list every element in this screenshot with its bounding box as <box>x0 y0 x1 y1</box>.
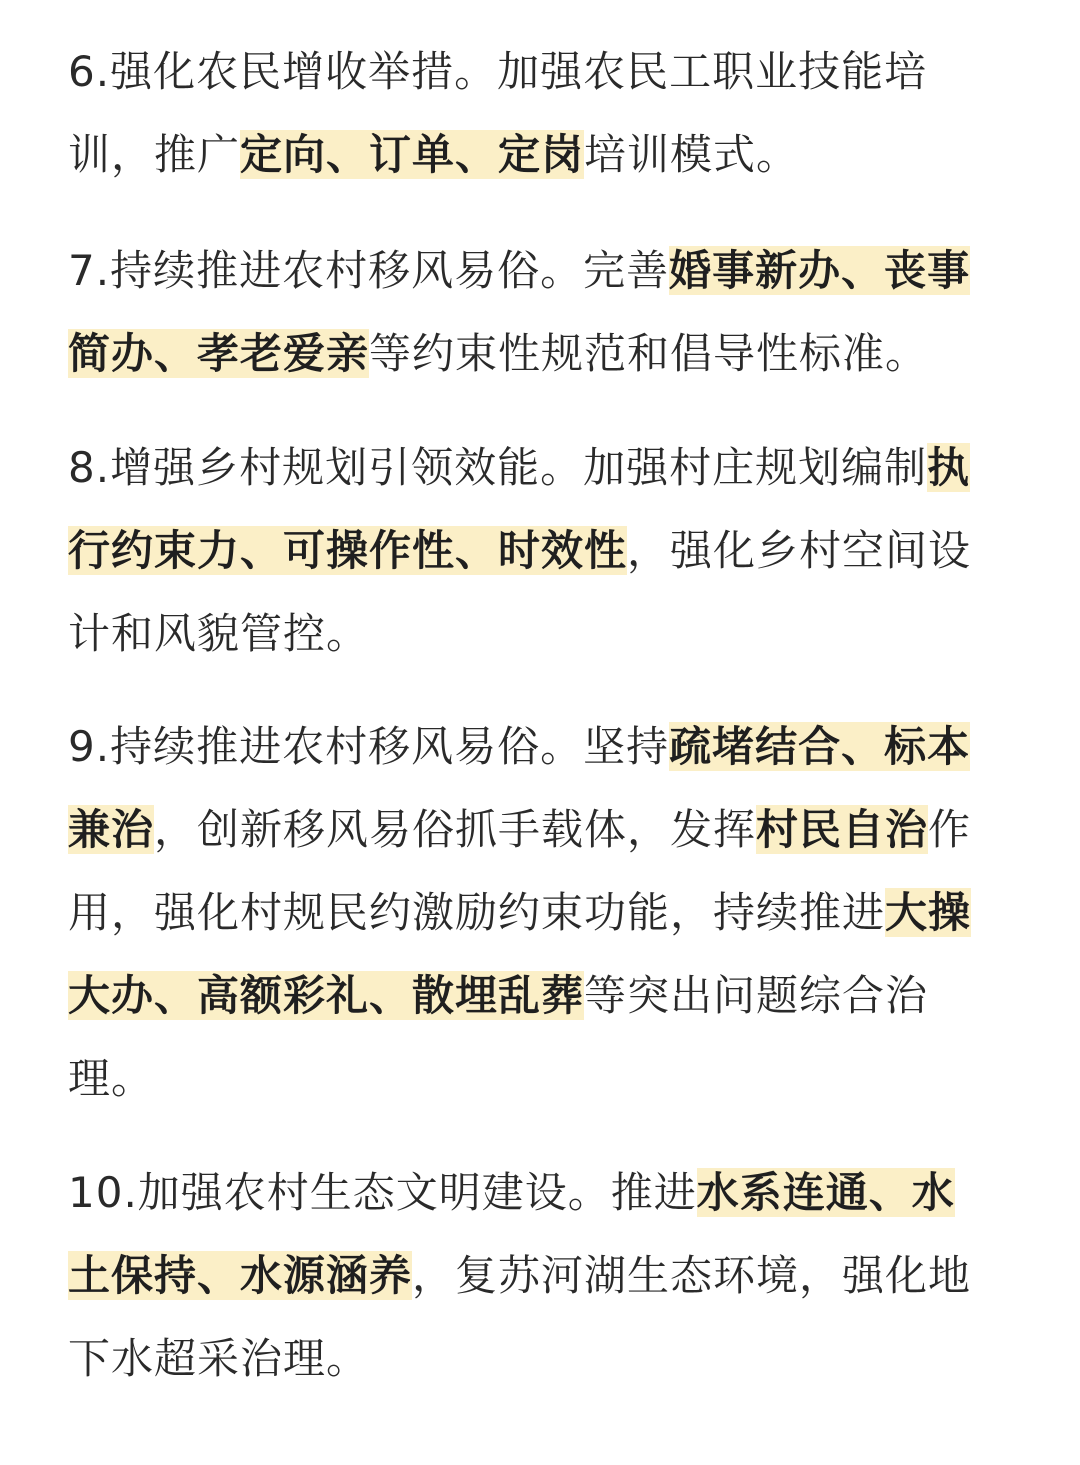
text-segment: ，强化乡村空间设 <box>627 526 972 575</box>
highlighted-phrase: 大操 <box>885 888 972 937</box>
highlighted-phrase: 水系连通、水 <box>696 1168 955 1217</box>
text-segment: 6.强化农民增收举措。加强农民工职业技能培 <box>68 47 928 96</box>
text-segment: 等约束性规范和倡导性标准。 <box>369 329 929 378</box>
text-line <box>68 954 928 1037</box>
text-segment: ，复苏河湖生态环境，强化地 <box>412 1251 972 1300</box>
highlighted-phrase: 疏堵结合、标本 <box>669 722 971 771</box>
text-line <box>68 229 970 312</box>
text-segment: 8.增强乡村规划引领效能。加强村庄规划编制 <box>68 443 928 492</box>
list-item-6 <box>0 30 1080 179</box>
text-line <box>68 509 971 592</box>
text-segment: 下水超采治理。 <box>68 1334 370 1383</box>
text-segment: 用，强化村规民约激励约束功能，持续推进 <box>68 888 886 937</box>
text-line <box>68 113 799 196</box>
text-segment: 培训模式。 <box>584 130 800 179</box>
text-segment: 10.加强农村生态文明建设。推进 <box>68 1168 697 1217</box>
list-item-8 <box>0 426 1080 658</box>
highlighted-phrase: 土保持、水源涵养 <box>68 1251 413 1300</box>
text-segment: 理。 <box>68 1054 155 1103</box>
highlighted-phrase: 执 <box>927 443 971 492</box>
text-line <box>68 788 971 871</box>
text-segment: 7.持续推进农村移风易俗。完善 <box>68 246 670 295</box>
highlighted-phrase: 村民自治 <box>756 805 929 854</box>
highlighted-phrase: 定向、订单、定岗 <box>240 130 585 179</box>
list-item-9 <box>0 705 1080 1103</box>
text-segment: ，创新移风易俗抓手载体，发挥 <box>154 805 757 854</box>
text-segment: 等突出问题综合治 <box>584 971 929 1020</box>
text-segment: 作 <box>928 805 972 854</box>
highlighted-phrase: 行约束力、可操作性、时效性 <box>68 526 628 575</box>
highlighted-phrase: 简办、孝老爱亲 <box>68 329 370 378</box>
highlighted-phrase: 婚事新办、丧事 <box>669 246 971 295</box>
text-line <box>68 705 970 788</box>
text-line <box>68 426 970 509</box>
text-segment: 计和风貌管控。 <box>68 609 370 658</box>
text-line <box>68 1234 971 1317</box>
text-line <box>68 30 927 113</box>
highlighted-phrase: 兼治 <box>68 805 155 854</box>
list-item-7 <box>0 229 1080 378</box>
text-segment: 9.持续推进农村移风易俗。坚持 <box>68 722 670 771</box>
text-line <box>68 312 928 395</box>
highlighted-phrase: 大办、高额彩礼、散埋乱葬 <box>68 971 585 1020</box>
text-line <box>68 1317 369 1400</box>
text-line <box>68 1037 154 1120</box>
text-segment: 训，推广 <box>68 130 241 179</box>
list-item-10 <box>0 1151 1080 1383</box>
text-line <box>68 592 369 675</box>
text-line <box>68 871 971 954</box>
text-line <box>68 1151 955 1234</box>
